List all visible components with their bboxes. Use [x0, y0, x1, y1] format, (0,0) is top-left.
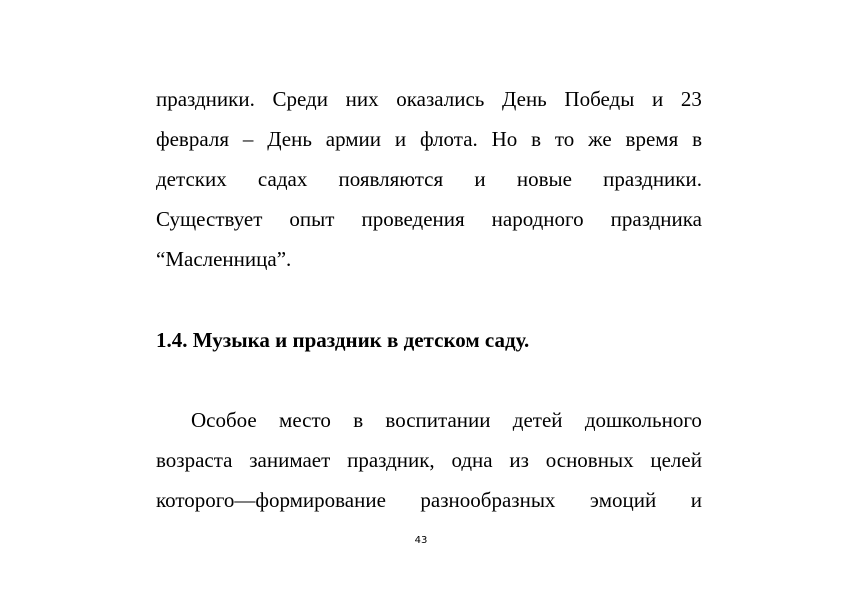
word: детских [156, 167, 227, 191]
word: одна [451, 448, 493, 472]
word: проведения [361, 207, 465, 231]
word: эмоций [589, 488, 657, 512]
word: возраста [156, 448, 233, 472]
word: Существует [156, 207, 263, 231]
word: народного [491, 207, 584, 231]
paragraph-line [191, 407, 702, 433]
word: в [353, 408, 364, 432]
word: – [242, 127, 254, 151]
word: 23 [680, 87, 702, 111]
page-number: 43 [414, 535, 428, 546]
word: появляются [338, 167, 444, 191]
word: и [394, 127, 407, 151]
word: в [692, 127, 702, 151]
word: садах [257, 167, 308, 191]
word: дошкольного [584, 408, 702, 432]
word: Победы [564, 87, 635, 111]
word: целей [650, 448, 702, 472]
word: которого—формирование [156, 488, 386, 512]
word: в [531, 127, 542, 151]
section-heading: 1.4. Музыка и праздник в детском саду. [156, 328, 530, 352]
word: из [509, 448, 529, 472]
word: место [279, 408, 331, 432]
word: основных [545, 448, 634, 472]
word: разнообразных [420, 488, 556, 512]
word: оказались [396, 87, 485, 111]
word: День [502, 87, 547, 111]
paragraph-line [156, 166, 702, 192]
word: Особое [191, 408, 257, 432]
word: праздники. [156, 87, 255, 111]
paragraph-line [156, 447, 702, 473]
paragraph-line [156, 86, 702, 112]
word: праздники. [603, 167, 702, 191]
word: детей [512, 408, 563, 432]
word: время [625, 127, 679, 151]
word: Среди [272, 87, 328, 111]
word: то [554, 127, 575, 151]
word: День [267, 127, 312, 151]
word: флота. [419, 127, 478, 151]
word: февраля [156, 127, 229, 151]
word: и [690, 488, 702, 512]
word: Но [491, 127, 518, 151]
word: армии [325, 127, 382, 151]
paragraph-line [156, 206, 702, 232]
word: праздника [610, 207, 702, 231]
word: них [345, 87, 379, 111]
paragraph-line [156, 487, 702, 513]
word: занимает [249, 448, 331, 472]
word: воспитании [385, 408, 491, 432]
paragraph-line: “Масленница”. [156, 247, 292, 271]
word: и [652, 87, 664, 111]
word: праздник, [347, 448, 435, 472]
word: новые [516, 167, 572, 191]
word: опыт [289, 207, 335, 231]
word: же [588, 127, 612, 151]
paragraph-line [156, 126, 702, 152]
word: и [474, 167, 486, 191]
